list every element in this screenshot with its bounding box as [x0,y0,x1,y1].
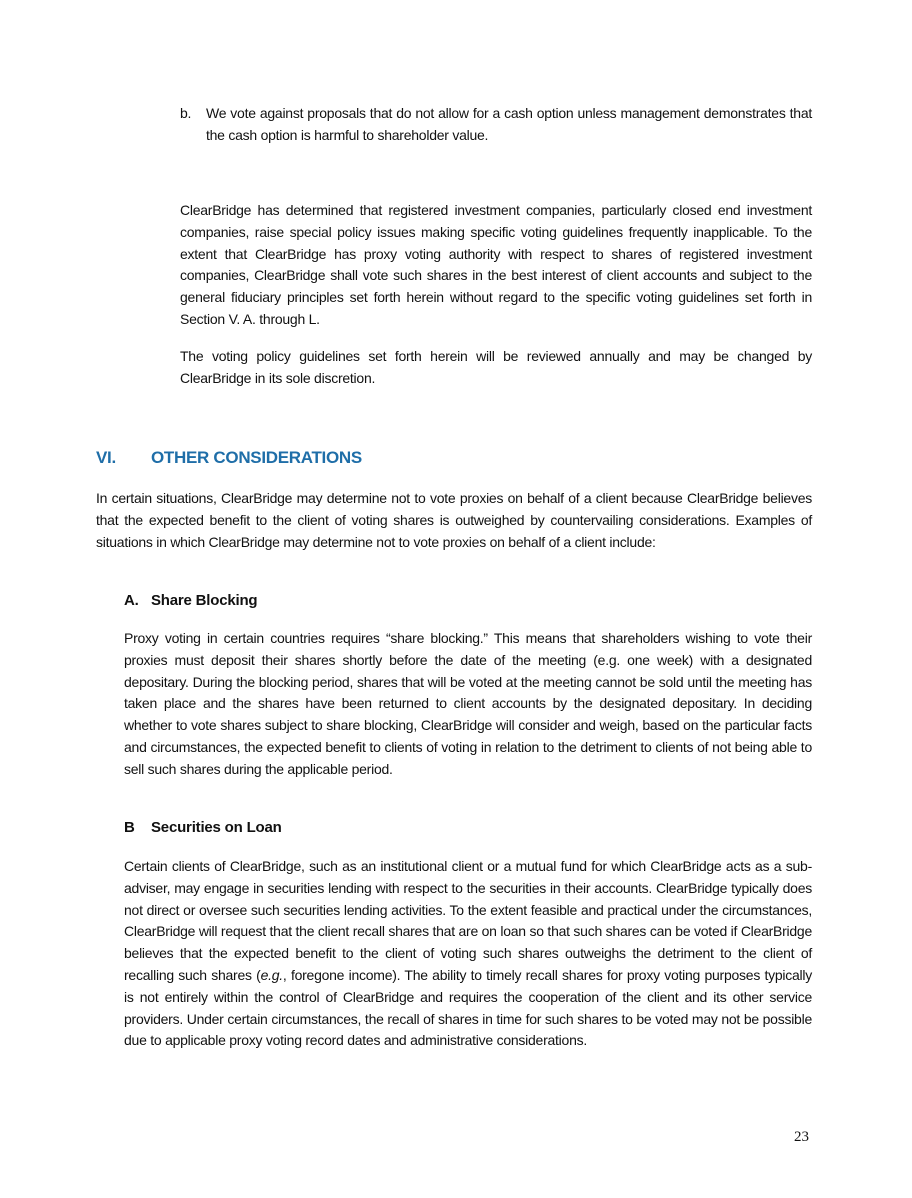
paragraph-investment-companies: ClearBridge has determined that registered investment companies, particularly closed end investment companies, raise special policy issues making specific voting guidelines frequently inapplicable. To the extent that ClearBridge has proxy voting authority with respect to shares of registered investment companies, ClearBridge shall vote such shares in the best interest of client accounts and subject to the general fiduciary principles set forth herein without regard to the specific voting guidelines set forth in Section V. A. through L. [180,202,812,327]
subheading-letter: A. [124,592,139,609]
subheading-share-blocking [124,592,257,609]
section-heading-vi [96,448,362,468]
loan-text-part-2: , foregone income). The ability to timely recall shares for proxy voting purposes typically is not entirely within the control of ClearBridge and requires the cooperation of the client and its other service providers. Under certain circumstances, the recall of shares in time for such shares to be voted may not be possible due to applicable proxy voting record dates and administrative considerations. [124,966,812,1049]
page-number: 23 [794,1129,809,1145]
list-marker: b. [180,105,192,121]
section-title: OTHER CONSIDERATIONS [151,448,362,467]
subheading-securities-on-loan [124,819,282,836]
subheading-letter: B [124,819,135,836]
paragraph-share-blocking: Proxy voting in certain countries requires “share blocking.” This means that shareholders wishing to vote their proxies must deposit their shares shortly before the date of the meeting (e.g. one week) with a designated depositary. During the blocking period, shares that will be voted at the meeting cannot be sold until the meeting has taken place and the shares have been returned to client accounts by the designated depositary. In deciding whether to vote shares subject to share blocking, ClearBridge will consider and weigh, based on the particular facts and circumstances, the expected benefit to clients of voting in relation to the detriment to clients of not being able to sell such shares during the applicable period. [124,630,812,777]
section-number: VI. [96,448,116,467]
loan-text-part-1: Certain clients of ClearBridge, such as an institutional client or a mutual fund for which ClearBridge acts as a sub-adviser, may engage in securities lending with respect to the securities in their accounts. ClearBridge typically does not direct or oversee such securities lending activities. To the extent feasible and practical under the circumstances, ClearBridge will request that the client recall shares that are on loan so that such shares can be voted if ClearBridge believes that the expected benefit to the client of voting such shares outweighs the detriment to the client of recalling such shares ( [124,858,812,983]
list-item-text: We vote against proposals that do not allow for a cash option unless management demonstrates that the cash option is harmful to shareholder value. [206,105,812,143]
list-item-b [180,103,812,147]
loan-text-italic: e.g. [260,966,283,983]
section-intro: In certain situations, ClearBridge may determine not to vote proxies on behalf of a client because ClearBridge believes that the expected benefit to the client of voting shares is outweighed by countervailing considerations. Examples of situations in which ClearBridge may determine not to vote proxies on behalf of a client include: [96,490,812,550]
subheading-title: Securities on Loan [151,819,282,836]
subheading-title: Share Blocking [151,592,258,609]
paragraph-annual-review: The voting policy guidelines set forth herein will be reviewed annually and may be changed by ClearBridge in its sole discretion. [180,348,812,386]
paragraph-securities-on-loan [124,856,812,1052]
